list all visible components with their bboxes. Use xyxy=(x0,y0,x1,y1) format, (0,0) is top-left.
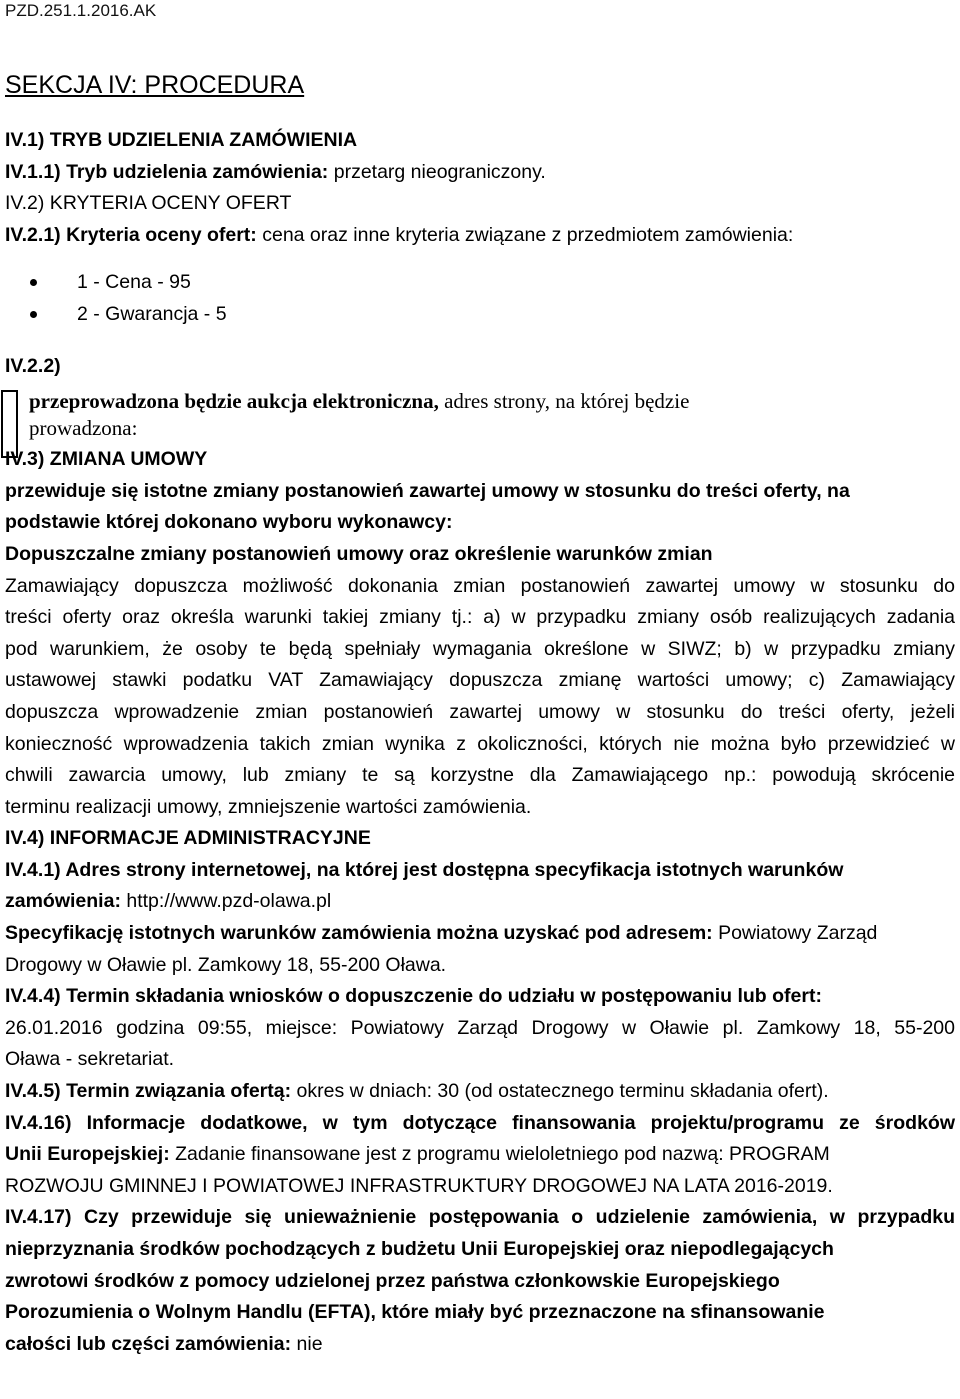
iv4-cancel: IV.4.17) Czy przewiduje się unieważnienie postępowania o udzielenie zamówienia, w przypadku nieprzyznania środków pochodzących z budżetu Unii Europejskiej oraz niepodlegających zwrotowi środków z pomocy udzielonej przez państwa członkowskie Europejskiego Porozumienia o Wolnym Handlu (EFTA), które miały być przeznaczone na sfinansowanie całości lub części zamówienia: nie xyxy=(5,1206,955,1355)
url-link[interactable]: http://www.pzd-olawa.pl xyxy=(126,890,332,913)
iv4-deadline-2: Oława - sekretariat. xyxy=(5,1048,175,1071)
iv3-intro: przewiduje się istotne zmiany postanowień zawartej umowy w stosunku do treści oferty, na xyxy=(5,479,850,502)
iv4-heading: IV.4) INFORMACJE ADMINISTRACYJNE xyxy=(5,827,371,850)
bullet-icon xyxy=(30,311,37,318)
iv3-subheading: Dopuszczalne zmiany postanowień umowy oraz określenie warunków zmian xyxy=(5,542,713,565)
iv4-spec: Specyfikację istotnych warunków zamówienia można uzyskać pod adresem: Powiatowy Zarząd xyxy=(5,922,878,945)
auction-option: przeprowadzona będzie aukcja elektroniczna, adres strony, na której będzie prowadzona: xyxy=(5,388,955,442)
iv4-eu: Unii Europejskiej: Zadanie finansowane jest z programu wieloletniego pod nazwą: PROGRAM xyxy=(5,1143,830,1166)
iv3-body: Zamawiający dopuszcza możliwość dokonania zmian postanowień zawartej umowy w stosunku do treści oferty oraz określa warunki takiej zmiany tj.: a) w przypadku zmiany osób realizujących zadania pod warunkiem, że osoby te będą spełniały wymagania określone w SIWZ; b) w przypadku zmiany ustawowej stawki podatku VAT Zamawiający dopuszcza zmianę wartości umowy; c) Zamawiający dopuszcza wprowadzenie zmian postanowień zawartej umowy w stosunku do treści oferty, jeżeli konieczność wprowadzenia takich zmian wynika z okoliczności, których nie można było przewidzieć w chwili zawarcia umowy, lub zmiany te są korzystne dla Zamawiającego np.: powodują skrócenie terminu realizacji umowy, zmniejszenie wartości zamówienia. xyxy=(5,574,955,818)
checkbox-icon xyxy=(1,390,18,458)
document-id: PZD.251.1.2016.AK xyxy=(5,1,157,20)
list-item: 1 - Cena - 95 xyxy=(5,267,955,299)
iv4-eu-label: IV.4.16) Informacje dodatkowe, w tym dotyczące finansowania projektu/programu ze środków xyxy=(5,1111,955,1134)
iv2-auction-label: IV.2.2) xyxy=(5,354,61,377)
iv4-url-label: IV.4.1) Adres strony internetowej, na której jest dostępna specyfikacja istotnych warunków xyxy=(5,858,844,881)
section-body xyxy=(5,125,955,1360)
list-item: 2 - Gwarancja - 5 xyxy=(5,299,955,331)
iv4-eu-2: ROZWOJU GMINNEJ I POWIATOWEJ INFRASTRUKTURY DROGOWEJ NA LATA 2016-2019. xyxy=(5,1174,833,1197)
iv3-heading: IV.3) ZMIANA UMOWY xyxy=(5,448,208,471)
iv4-binding: IV.4.5) Termin związania ofertą: okres w dniach: 30 (od ostatecznego terminu składania ofert). xyxy=(5,1080,829,1103)
iv2-heading: IV.2) KRYTERIA OCENY OFERT xyxy=(5,192,292,215)
iv2-criteria-line: IV.2.1) Kryteria oceny ofert: cena oraz inne kryteria związane z przedmiotem zamówienia: xyxy=(5,223,794,246)
iv4-url: zamówienia: http://www.pzd-olawa.pl xyxy=(5,890,332,913)
iv1-heading: IV.1) TRYB UDZIELENIA ZAMÓWIENIA xyxy=(5,129,358,151)
section-title: SEKCJA IV: PROCEDURA xyxy=(5,71,305,99)
iv4-deadline: 26.01.2016 godzina 09:55, miejsce: Powiatowy Zarząd Drogowy w Oławie pl. Zamkowy 18, 55-200 xyxy=(5,1016,955,1039)
iv4-spec-2: Drogowy w Oławie pl. Zamkowy 18, 55-200 Oława. xyxy=(5,953,447,976)
iv3-intro-2: podstawie której dokonano wyboru wykonawcy: xyxy=(5,511,453,534)
iv1-mode: IV.1.1) Tryb udzielenia zamówienia: przetarg nieograniczony. xyxy=(5,160,546,183)
criteria-list xyxy=(5,267,955,330)
bullet-icon xyxy=(30,279,37,286)
iv4-deadline-label: IV.4.4) Termin składania wniosków o dopuszczenie do udziału w postępowaniu lub ofert: xyxy=(5,985,822,1008)
